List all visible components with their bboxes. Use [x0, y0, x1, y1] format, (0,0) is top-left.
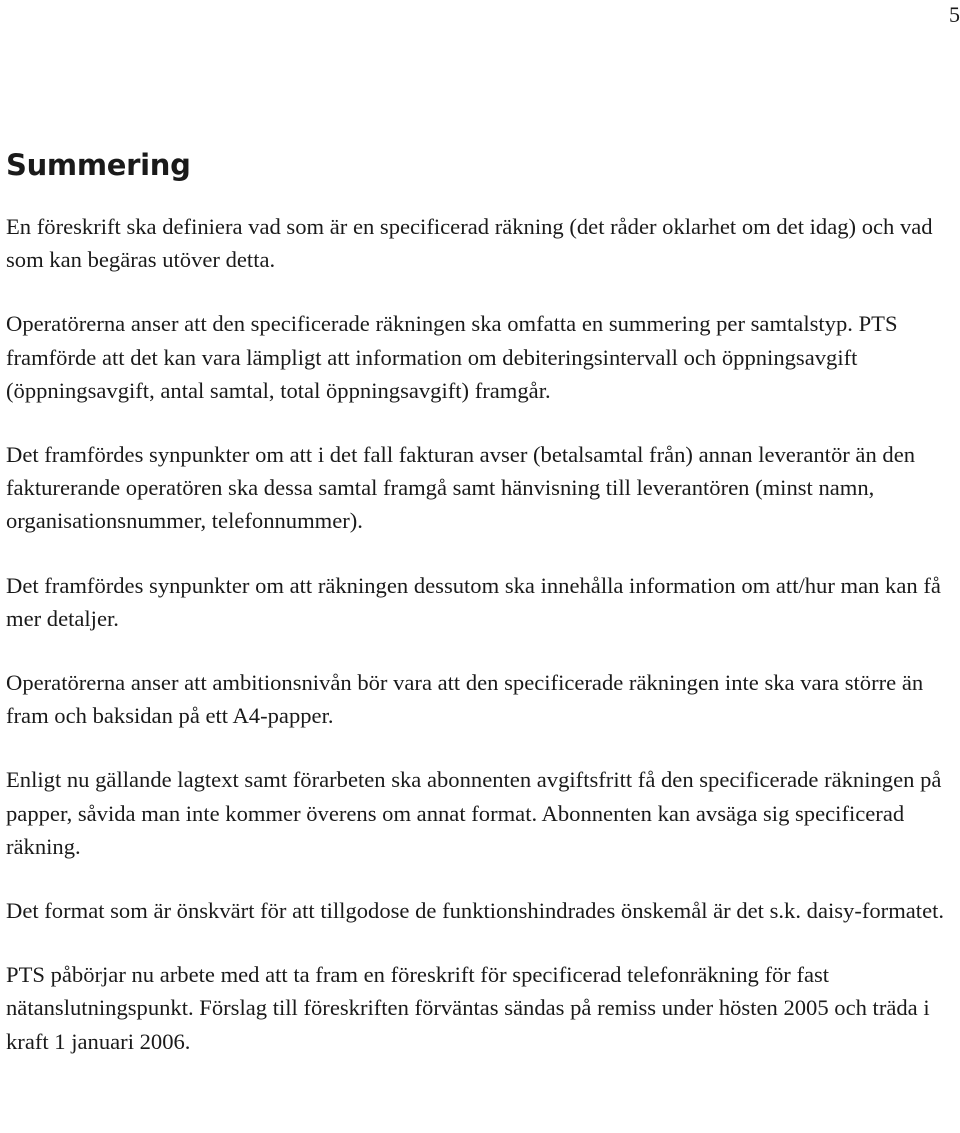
body-text [6, 210, 956, 1058]
paragraph: Det framfördes synpunkter om att i det fall fakturan avser (betalsamtal från) annan leverantör än den fakturerande operatören ska dessa samtal framgå samt hänvisning till leverantören (minst namn, organisationsnummer, telefonnummer). [6, 442, 916, 534]
paragraph: Det framfördes synpunkter om att räkningen dessutom ska innehålla information om att/hur man kan få mer detaljer. [6, 572, 941, 631]
section-heading: Summering [6, 148, 191, 182]
paragraph: Det format som är önskvärt för att tillgodose de funktionshindrades önskemål är det s.k. daisy-formatet. [6, 898, 945, 924]
paragraph: En föreskrift ska definiera vad som är en specificerad räkning (det råder oklarhet om det idag) och vad som kan begäras utöver detta. [6, 214, 933, 273]
paragraph: PTS påbörjar nu arbete med att ta fram en föreskrift för specificerad telefonräkning för fast nätanslutningspunkt. Förslag till föreskriften förväntas sändas på remiss under hösten 2005 och träda i kraft 1 januari 2006. [6, 962, 930, 1054]
page-number: 5 [949, 2, 960, 27]
paragraph: Operatörerna anser att den specificerade räkningen ska omfatta en summering per samtalstyp. PTS framförde att det kan vara lämpligt att information om debiteringsintervall och öppningsavgift (öppningsavgift, antal samtal, total öppningsavgift) framgår. [6, 311, 898, 403]
paragraph: Operatörerna anser att ambitionsnivån bör vara att den specificerade räkningen inte ska vara större än fram och baksidan på ett A4-papper. [6, 670, 924, 729]
paragraph: Enligt nu gällande lagtext samt förarbeten ska abonnenten avgiftsfritt få den specificerade räkningen på papper, såvida man inte kommer överens om annat format. Abonnenten kan avsäga sig specificerad räkning. [6, 767, 942, 859]
